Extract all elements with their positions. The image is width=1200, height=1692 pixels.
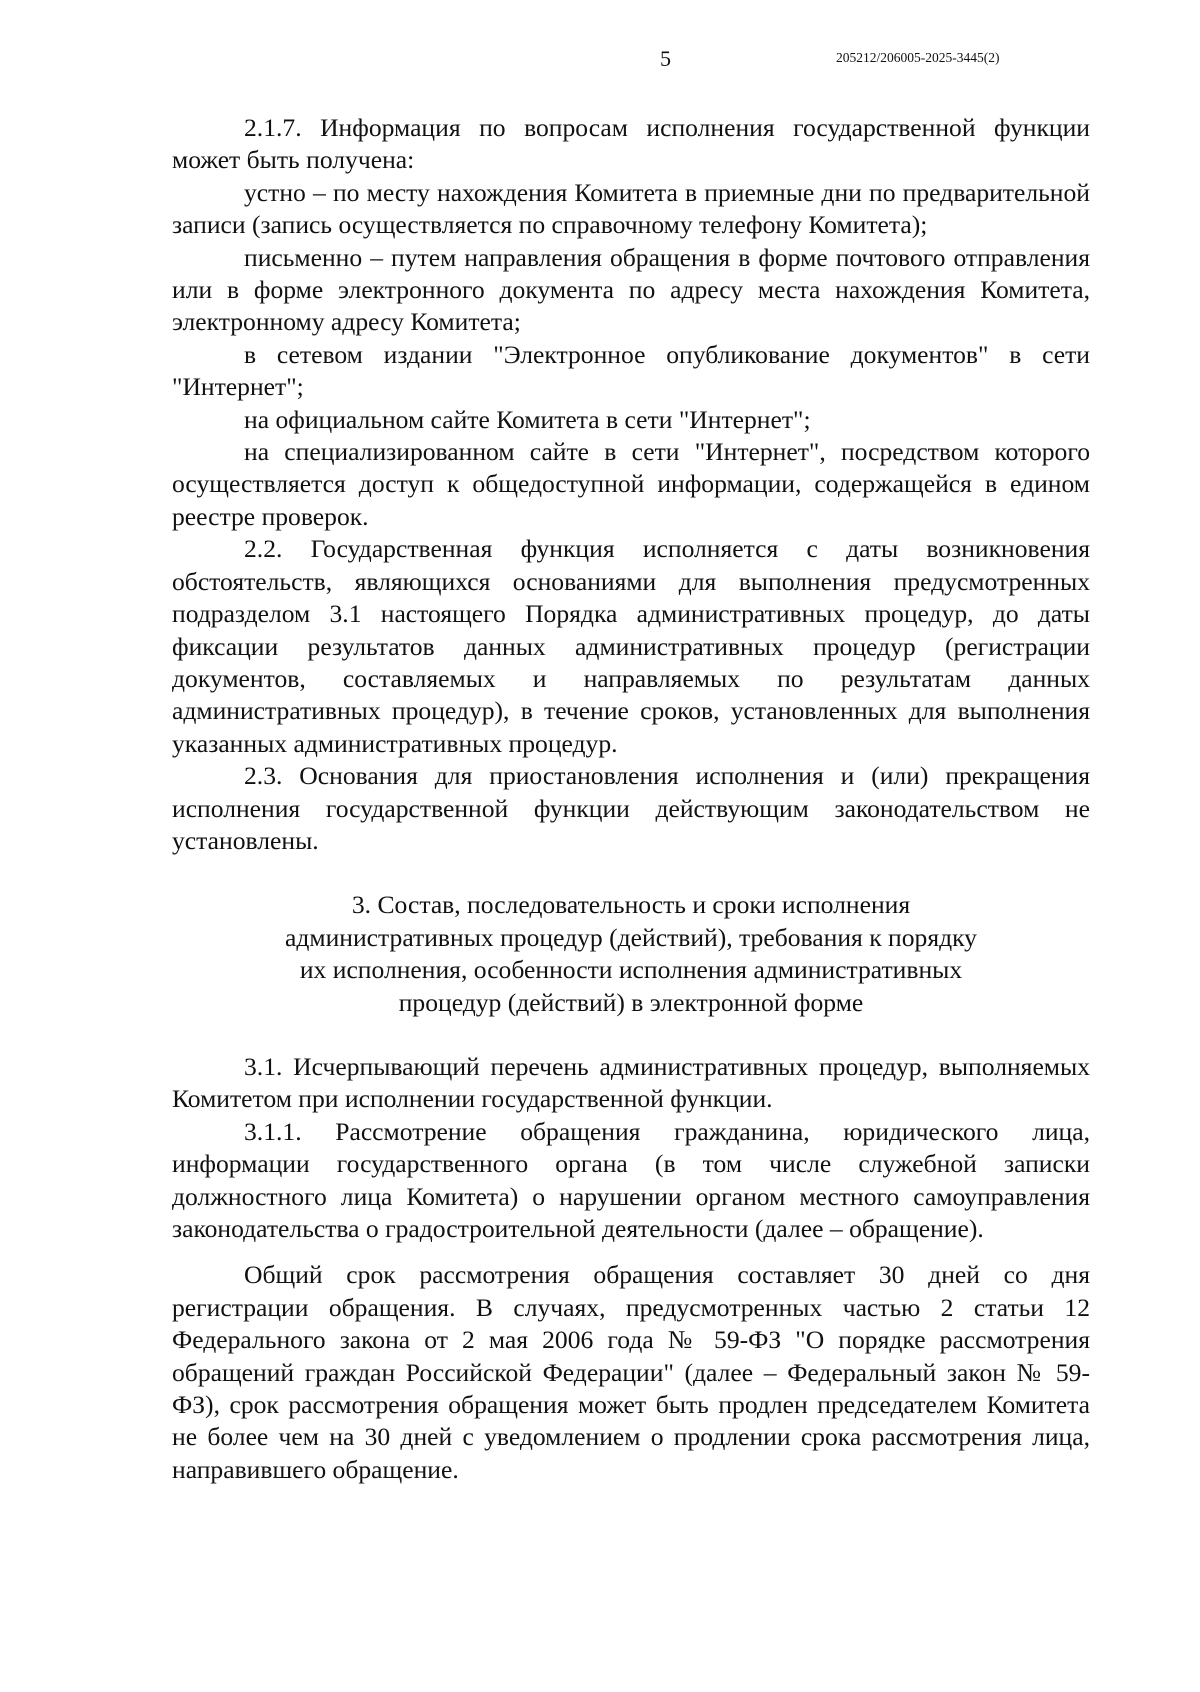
paragraph-orally: устно – по месту нахождения Комитета в приемные дни по предварительной записи (запись осуществляется по справочному телефону Комитета); [172,177,1090,240]
paragraph-review-term: Общий срок рассмотрения обращения составляет 30 дней со дня регистрации обращения. В случаях, предусмотренных частью 2 статьи 12 Федерального закона от 2 мая 2006 года № 59-ФЗ "О порядке рассмотрения обращений граждан Российской Федерации" (далее – Федеральный закон № 59-ФЗ), срок рассмотрения обращения может быть продлен председателем Комитета не более чем на 30 дней с уведомлением о продлении срока рассмотрения лица, направившего обращение. [172,1260,1090,1484]
paragraph-2-1-7: 2.1.7. Информация по вопросам исполнения государственной функции может быть получена: [172,113,1090,175]
paragraph-2-3: 2.3. Основания для приостановления исполнения и (или) прекращения исполнения государственной функции действующим законодательством не установлены. [172,761,1090,855]
paragraph-3-1: 3.1. Исчерпывающий перечень административных процедур, выполняемых Комитетом при исполнении государственной функции. [172,1051,1090,1114]
paragraph-official-site: на официальном сайте Комитета в сети "Интернет"; [244,404,811,434]
section-heading-line: процедур (действий) в электронной форме [398,987,864,1017]
paragraph-network-edition: в сетевом издании "Электронное опубликование документов" в сети "Интернет"; [172,339,1090,402]
section-heading-line: их исполнения, особенности исполнения административных [299,955,963,985]
page-header [0,46,1200,76]
section-heading-line: 3. Состав, последовательность и сроки исполнения [351,890,911,920]
document-body [172,112,1090,1486]
paragraph-gap [172,1245,1090,1259]
section-3-heading [172,889,1090,1019]
paragraph-3-1-1: 3.1.1. Рассмотрение обращения гражданина, юридического лица, информации государственного органа (в том числе служебной записки должностного лица Комитета) о нарушении органом местного самоуправления законодательства о градостроительной деятельности (далее – обращение). [172,1116,1090,1243]
document-registration-number: 205212/206005-2025-3445(2) [836,50,1000,65]
paragraph-2-2: 2.2. Государственная функция исполняется с даты возникновения обстоятельств, являющихся основаниями для выполнения предусмотренных подразделом 3.1 настоящего Порядка административных процедур, до даты фиксации результатов данных административных процедур (регистрации документов, составляемых и направляемых по результатам данных административных процедур), в течение сроков, установленных для выполнения указанных административных процедур. [172,534,1090,758]
page-number: 5 [660,46,671,71]
paragraph-in-writing: письменно – путем направления обращения в форме почтового отправления или в форме электронного документа по адресу места нахождения Комитета, электронному адресу Комитета; [172,242,1090,337]
section-heading-line: административных процедур (действий), требования к порядку [285,922,977,952]
paragraph-specialized-site: на специализированном сайте в сети "Интернет", посредством которого осуществляется доступ к общедоступной информации, содержащейся в едином реестре проверок. [172,437,1090,531]
